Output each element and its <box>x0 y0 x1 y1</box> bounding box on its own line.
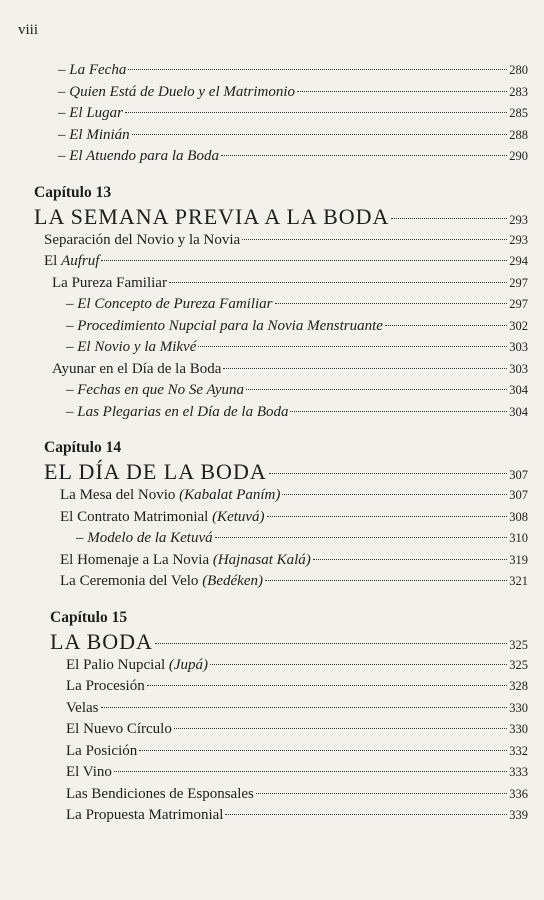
dot-leader <box>215 537 508 538</box>
entry-title-text: El Contrato Matrimonial <box>60 508 213 525</box>
entry-title <box>66 655 208 677</box>
page-number: 330 <box>509 722 528 736</box>
entry-title-text: Ayunar en el Día de la Boda <box>52 360 222 377</box>
toc-entry <box>0 698 544 720</box>
chapter-label: Capítulo 15 <box>50 608 128 626</box>
toc-entry <box>0 402 544 424</box>
dot-leader <box>155 643 507 644</box>
dot-leader <box>101 707 508 708</box>
dot-leader <box>169 282 507 283</box>
chapter-title-row <box>0 629 544 655</box>
dot-leader <box>139 750 507 751</box>
chapter-label: Capítulo 14 <box>44 439 122 456</box>
toc-entry <box>0 784 544 806</box>
dot-leader <box>132 134 508 135</box>
toc-entry <box>0 103 544 125</box>
dot-leader <box>256 793 507 794</box>
dot-leader <box>223 368 507 369</box>
entry-title-text: Las Bendiciones de Esponsales <box>66 785 254 802</box>
entry-title-italic: – Procedimiento Nupcial para la Novia Menstruante <box>66 317 383 334</box>
toc-entry <box>0 316 544 338</box>
toc-entry <box>0 230 544 252</box>
dot-leader <box>125 112 507 113</box>
page-number: 325 <box>509 657 528 672</box>
entry-title <box>60 485 280 507</box>
page-number: 304 <box>509 404 528 419</box>
toc-entry <box>0 125 544 147</box>
page-number: 294 <box>509 254 528 268</box>
page-number: 297 <box>509 275 528 290</box>
entry-title <box>60 571 263 593</box>
page-number: 293 <box>509 212 528 227</box>
page-number: 321 <box>509 574 528 588</box>
entry-title-italic: Aufruf <box>61 253 100 269</box>
entry-title-text: El Nuevo Círculo <box>66 721 172 737</box>
toc-entry <box>0 528 544 550</box>
entry-title <box>66 698 99 720</box>
dot-leader <box>114 771 507 772</box>
chapter-title: EL DÍA DE LA BODA <box>44 459 267 484</box>
entry-title: – El Minián <box>58 126 130 143</box>
page-number: 310 <box>509 531 528 545</box>
entry-title <box>66 316 383 338</box>
dot-leader <box>128 69 507 70</box>
page-number: 280 <box>509 63 528 77</box>
entry-title <box>66 294 273 316</box>
dot-leader <box>385 325 507 326</box>
page-number: 308 <box>509 509 528 524</box>
dot-leader <box>225 814 507 815</box>
entry-title-italic: (Jupá) <box>168 656 209 673</box>
page-number: 302 <box>509 318 528 333</box>
entry-title-text: Separación del Novio y la Novia <box>44 231 241 248</box>
page-number: 304 <box>509 383 528 397</box>
page-number: 333 <box>509 765 528 779</box>
dot-leader <box>242 239 507 240</box>
entry-title-italic: – Las Plegarias en el Día de la Boda <box>66 403 289 420</box>
toc-entry <box>0 805 544 827</box>
page-number: 319 <box>509 552 528 567</box>
page-number: 307 <box>509 488 528 502</box>
entry-title-italic: – Modelo de la Ketuvá <box>76 530 213 546</box>
entry-title: – El Lugar <box>58 105 124 121</box>
dot-leader <box>198 346 507 347</box>
entry-title <box>52 359 221 381</box>
entry-title <box>66 741 137 763</box>
entry-title-text: La Posición <box>66 742 138 759</box>
page-number: 328 <box>509 679 528 693</box>
page-folio: viii <box>18 22 39 38</box>
entry-title <box>66 762 112 784</box>
entry-title <box>66 380 244 402</box>
entry-title <box>66 337 196 359</box>
page-number: 339 <box>509 808 528 822</box>
toc-entry <box>0 571 544 593</box>
entry-title-italic: – El Novio y la Mikvé <box>66 339 197 355</box>
entry-title <box>44 230 240 252</box>
toc-entry <box>0 507 544 529</box>
entry-title-text: El Homenaje a La Novia <box>60 551 213 568</box>
toc-entry <box>0 251 544 273</box>
toc-entry <box>0 273 544 295</box>
entry-title-italic: (Hajnasat Kalá) <box>212 551 311 568</box>
toc-entry <box>0 359 544 381</box>
dot-leader <box>282 494 507 495</box>
chapter-title: LA BODA <box>50 628 153 654</box>
entry-title-text: El Vino <box>66 764 112 780</box>
page-number: 307 <box>509 468 528 482</box>
entry-title-text: El <box>44 253 62 269</box>
dot-leader <box>174 728 507 729</box>
entry-title <box>60 507 265 529</box>
page-number: 293 <box>509 232 528 247</box>
toc-entry <box>0 676 544 698</box>
page-number: 303 <box>509 361 528 376</box>
toc-entry <box>0 655 544 677</box>
entry-title <box>60 550 311 572</box>
toc-entry <box>0 550 544 572</box>
entry-title <box>66 784 254 806</box>
toc-entry <box>0 762 544 784</box>
dot-leader <box>269 473 508 474</box>
entry-title <box>76 528 213 550</box>
entry-title-text: La Mesa del Novio <box>60 487 180 503</box>
table-of-contents <box>0 60 544 827</box>
entry-title-text: La Propuesta Matrimonial <box>66 807 224 823</box>
entry-title-italic: (Kabalat Paním) <box>179 487 281 503</box>
entry-title <box>66 676 145 698</box>
dot-leader <box>221 155 507 156</box>
dot-leader <box>147 685 508 686</box>
entry-title: – El Atuendo para la Boda <box>58 148 219 164</box>
entry-title <box>44 251 99 273</box>
toc-entry <box>0 485 544 507</box>
entry-title <box>52 273 167 295</box>
entry-title <box>66 805 223 827</box>
chapter-spacer <box>0 168 544 182</box>
dot-leader <box>265 580 507 581</box>
toc-entry <box>0 82 544 104</box>
chapter-label: Capítulo 13 <box>34 183 112 201</box>
page-number: 283 <box>509 84 528 99</box>
dot-leader <box>391 218 507 219</box>
toc-entry <box>0 380 544 402</box>
dot-leader <box>267 516 508 517</box>
page-number: 303 <box>509 340 528 354</box>
page-number: 297 <box>509 297 528 311</box>
dot-leader <box>101 260 507 261</box>
chapter-spacer <box>0 423 544 437</box>
entry-title-text: El Palio Nupcial <box>66 656 169 673</box>
entry-title-italic: – El Concepto de Pureza Familiar <box>66 296 273 312</box>
dot-leader <box>275 303 508 304</box>
toc-entry <box>0 719 544 741</box>
dot-leader <box>313 559 507 560</box>
dot-leader <box>290 411 507 412</box>
dot-leader <box>210 664 507 665</box>
entry-title-italic: – Fechas en que No Se Ayuna <box>66 382 245 398</box>
entry-title: – La Fecha <box>58 62 127 78</box>
entry-title-text: La Procesión <box>66 678 145 694</box>
toc-entry <box>0 337 544 359</box>
toc-entry <box>0 294 544 316</box>
page-number: 288 <box>509 127 528 142</box>
entry-title-italic: (Ketuvá) <box>212 508 265 525</box>
page-number: 285 <box>509 106 528 120</box>
page-number: 330 <box>509 700 528 715</box>
chapter-title-row <box>0 459 544 485</box>
page-number: 290 <box>509 149 528 163</box>
dot-leader <box>297 91 507 92</box>
entry-title-italic: (Bedéken) <box>202 573 263 589</box>
entry-title-text: La Ceremonia del Velo <box>60 573 203 589</box>
toc-entry <box>0 146 544 168</box>
toc-entry <box>0 60 544 82</box>
chapter-title: LA SEMANA PREVIA A LA BODA <box>34 203 390 229</box>
entry-title-text: Velas <box>66 699 99 716</box>
toc-entry <box>0 741 544 763</box>
entry-title-text: La Pureza Familiar <box>52 274 167 291</box>
entry-title <box>66 719 172 741</box>
page-number: 336 <box>509 786 528 801</box>
dot-leader <box>246 389 507 390</box>
page-number: 325 <box>509 637 528 652</box>
chapter-spacer <box>0 593 544 607</box>
page-number: 332 <box>509 743 528 758</box>
entry-title: – Quien Está de Duelo y el Matrimonio <box>58 83 296 100</box>
entry-title <box>66 402 288 424</box>
chapter-title-row <box>0 204 544 230</box>
